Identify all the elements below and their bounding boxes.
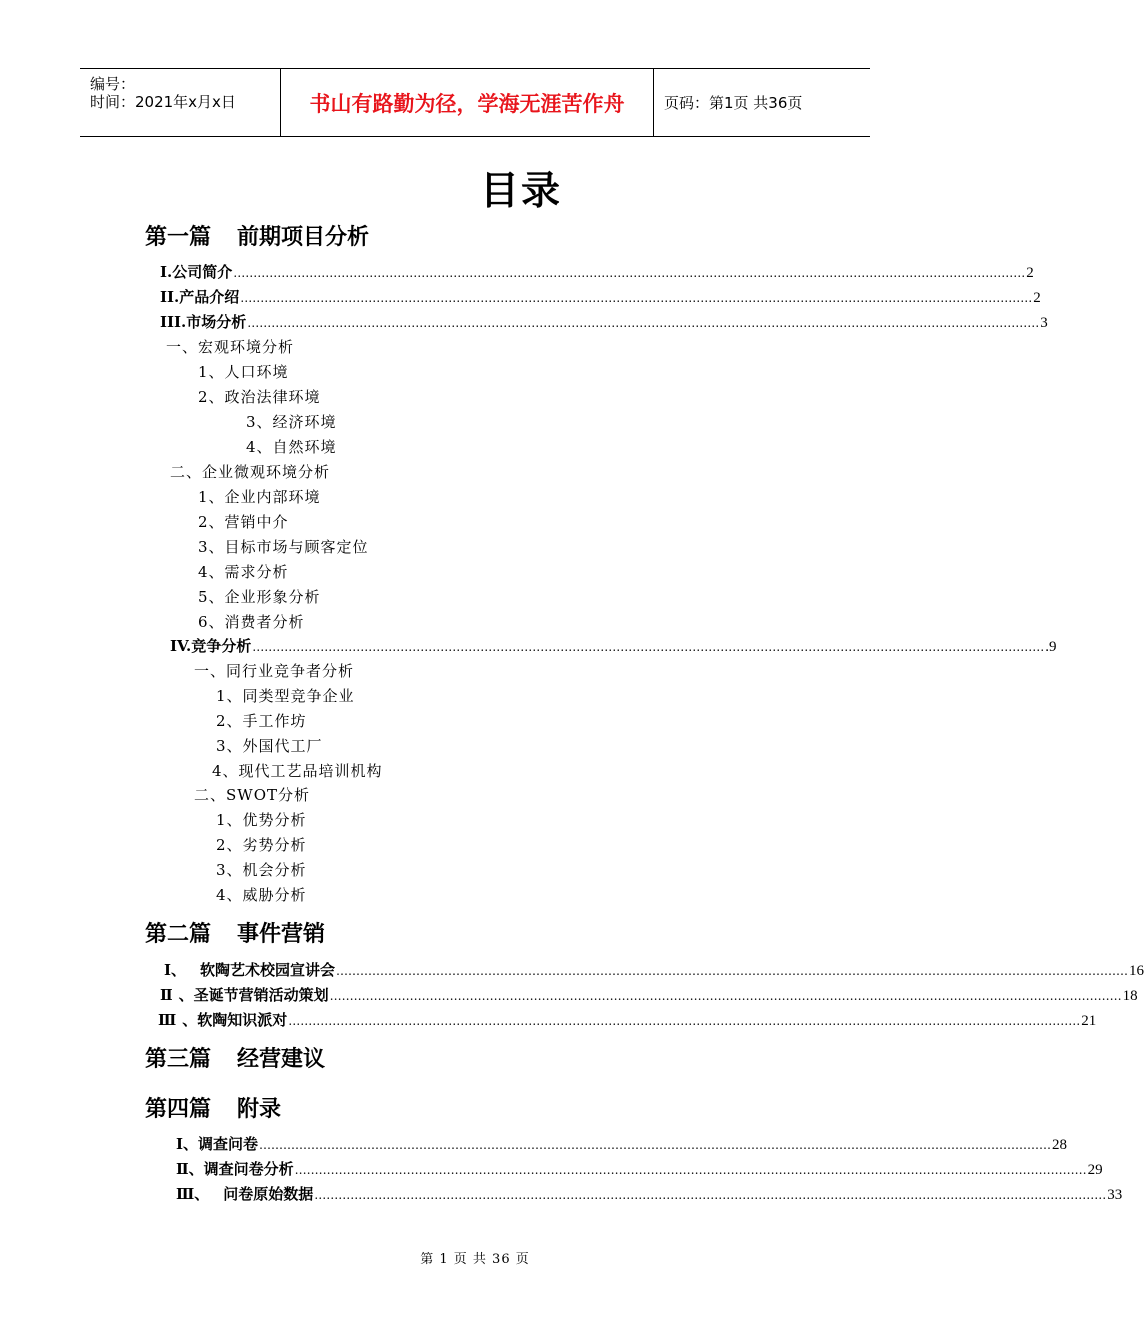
toc-page: 18 (1122, 988, 1138, 1004)
toc-page: 2 (1026, 265, 1034, 281)
part-heading-2 (145, 917, 325, 948)
toc-page: .9 (1045, 639, 1057, 655)
toc-leader: ……………………………………………………………………………………………………………………………………………………………………………… (294, 1163, 1087, 1177)
toc-leader: ……………………………………………………………………………………………………………………………………………………………………………… (233, 266, 1026, 280)
toc-text: 市场分析 (186, 313, 247, 331)
part-name: 经营建议 (237, 1047, 326, 1072)
toc-text: 问卷原始数据 (223, 1185, 314, 1203)
toc-roman: Ⅰ、 (176, 1135, 199, 1153)
toc-text: 软陶艺术校园宣讲会 (200, 961, 336, 979)
toc-subsection[interactable]: 2、政治法律环境 (198, 388, 321, 406)
toc-text: 调查问卷 (198, 1135, 259, 1153)
toc-leader: ……………………………………………………………………………………………………………………………………………………………………………… (247, 316, 1040, 330)
toc-leader: ……………………………………………………………………………………………………………………………………………………………………………… (252, 640, 1045, 654)
toc-text: 、软陶知识派对 (182, 1011, 288, 1029)
toc-leader: ……………………………………………………………………………………………………………………………………………………………………………… (314, 1188, 1107, 1202)
toc-entry[interactable] (160, 311, 1048, 332)
toc-subsection[interactable]: 3、机会分析 (216, 861, 307, 879)
part-name: 前期项目分析 (237, 225, 370, 250)
toc-subsection[interactable]: 1、优势分析 (216, 811, 307, 829)
toc-text: 产品介绍 (179, 288, 240, 306)
toc-roman: I. (160, 263, 173, 281)
toc-text: 公司简介 (172, 263, 233, 281)
toc-page: 16 (1129, 963, 1144, 979)
toc-subsection[interactable]: 2、劣势分析 (216, 836, 307, 854)
toc-entry[interactable] (176, 1158, 1103, 1179)
toc-page: 3 (1040, 315, 1048, 331)
toc-subsection[interactable]: 4、威胁分析 (216, 886, 307, 904)
toc-roman: Ⅱ、 (176, 1160, 204, 1178)
part-label: 第一篇 (145, 225, 212, 250)
toc-text: 调查问卷分析 (203, 1160, 294, 1178)
number-label: 编号： (90, 75, 136, 93)
toc-leader: ……………………………………………………………………………………………………………………………………………………………………………… (329, 989, 1122, 1003)
toc-subsection[interactable]: 4、现代工艺品培训机构 (212, 762, 383, 780)
toc-subsection[interactable]: 2、营销中介 (198, 513, 289, 531)
toc-subsection[interactable]: 5、企业形象分析 (198, 588, 321, 606)
part-heading-3 (145, 1042, 325, 1073)
toc-subsection[interactable]: 1、企业内部环境 (198, 488, 321, 506)
page-footer: 第 1 页 共 36 页 (420, 1252, 530, 1267)
toc-leader: ……………………………………………………………………………………………………………………………………………………………………………… (336, 964, 1129, 978)
toc-subsection[interactable]: 3、经济环境 (246, 413, 337, 431)
toc-leader: ……………………………………………………………………………………………………………………………………………………………………………… (240, 291, 1033, 305)
page-title: 目录 (480, 169, 563, 214)
part-label: 第三篇 (145, 1047, 212, 1072)
toc-roman: III. (160, 313, 187, 331)
toc-entry[interactable] (176, 1183, 1123, 1204)
toc-roman: IV. (170, 637, 192, 655)
toc-page: 28 (1052, 1137, 1068, 1153)
toc-subsection[interactable]: 4、自然环境 (246, 438, 337, 456)
toc-page: 33 (1107, 1187, 1123, 1203)
toc-subsection[interactable]: 1、同类型竞争企业 (216, 687, 355, 705)
toc-entry[interactable] (160, 984, 1138, 1005)
toc-entry[interactable] (176, 1133, 1068, 1154)
header-table (80, 68, 870, 137)
toc-subsection[interactable]: 一、同行业竞争者分析 (194, 662, 355, 680)
toc-subsection[interactable]: 二、企业微观环境分析 (170, 463, 331, 481)
toc-leader: ……………………………………………………………………………………………………………………………………………………………………………… (288, 1014, 1081, 1028)
toc-roman: Ⅰ、 (164, 961, 187, 979)
toc-subsection[interactable]: 3、外国代工厂 (216, 737, 323, 755)
toc-subsection[interactable]: 3、目标市场与顾客定位 (198, 538, 369, 556)
toc-subsection[interactable]: 一、宏观环境分析 (166, 338, 295, 356)
toc-subsection[interactable]: 1、人口环境 (198, 363, 289, 381)
toc-page: 2 (1033, 290, 1041, 306)
part-label: 第二篇 (145, 922, 212, 947)
toc-roman: Ⅱ (160, 986, 173, 1004)
toc-roman: II. (160, 288, 180, 306)
header-meta-cell (80, 69, 281, 136)
toc-leader: ……………………………………………………………………………………………………………………………………………………………………………… (259, 1138, 1052, 1152)
part-label: 第四篇 (145, 1097, 212, 1122)
time-label: 时间：2021年x月x日 (90, 93, 236, 111)
part-heading-1 (145, 220, 369, 251)
toc-page: 21 (1081, 1013, 1097, 1029)
motto: 书山有路勤为径，学海无涯苦作舟 (309, 91, 625, 116)
toc-entry[interactable] (164, 959, 1144, 980)
toc-subsection[interactable]: 4、需求分析 (198, 563, 289, 581)
part-name: 事件营销 (237, 922, 326, 947)
toc-entry[interactable] (160, 261, 1034, 282)
toc-roman: Ⅲ (158, 1011, 177, 1029)
toc-subsection[interactable]: 二、SWOT分析 (194, 786, 310, 804)
part-name: 附录 (237, 1097, 282, 1122)
toc-subsection[interactable]: 2、手工作坊 (216, 712, 307, 730)
toc-entry[interactable] (158, 1009, 1097, 1030)
toc-roman: Ⅲ、 (176, 1185, 210, 1203)
toc-entry[interactable] (160, 286, 1041, 307)
part-heading-4 (145, 1092, 281, 1123)
toc-subsection[interactable]: 6、消费者分析 (198, 613, 305, 631)
toc-page: 29 (1087, 1162, 1103, 1178)
toc-entry[interactable] (170, 635, 1057, 656)
toc-text: 、圣诞节营销活动策划 (178, 986, 329, 1004)
page-info: 页码：第1页 共36页 (664, 94, 803, 112)
header-motto-cell (281, 69, 654, 136)
toc-text: 竞争分析 (191, 637, 252, 655)
